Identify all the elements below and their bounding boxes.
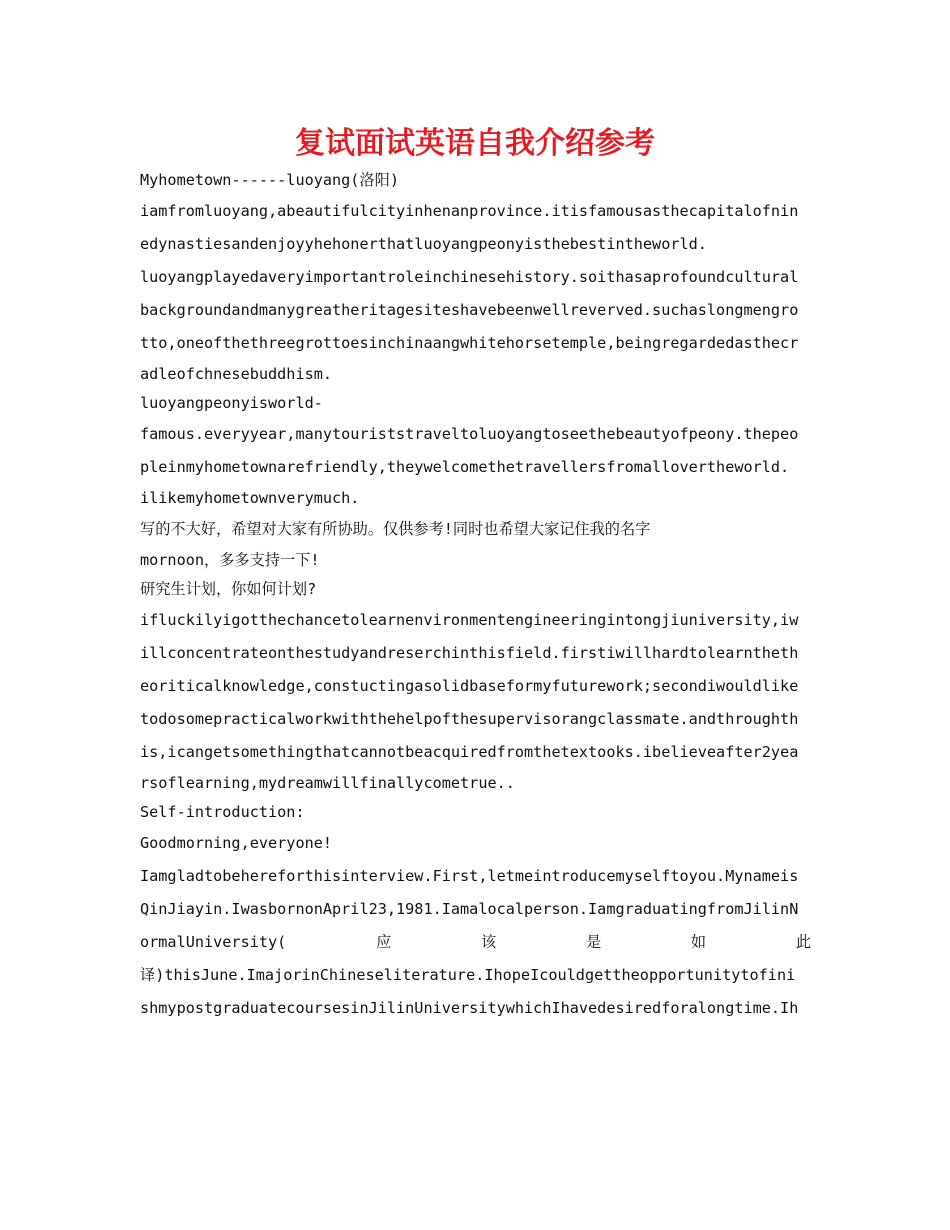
text-line: tto,oneofthethreegrottoesinchinaangwhitehorsetemple,beingregardedasthecr (140, 334, 799, 352)
text-line: edynastiesandenjoyyhehonerthatluoyangpeonyisthebestintheworld. (140, 235, 707, 253)
spread-char: 应 (376, 933, 392, 951)
text-line: pleinmyhometownarefriendly,theywelcomethetravellersfromallovertheworld. (140, 458, 790, 476)
text-line: 写的不大好，希望对大家有所协助。仅供参考!同时也希望大家记住我的名字 (140, 520, 651, 538)
text-line: Self-introduction: (140, 803, 305, 821)
text-line: illconcentrateonthestudyandreserchinthisfield.firstiwillhardtolearntheth (140, 644, 799, 662)
text-line: iamfromluoyang,abeautifulcityinhenanprovince.itisfamousasthecapitalofnin (140, 202, 799, 220)
text-line: backgroundandmanygreatheritagesiteshavebeenwellreverved.suchaslongmengro (140, 301, 799, 319)
text-line: eoriticalknowledge,constuctingasolidbaseformyfuturework;secondiwouldlike (140, 677, 799, 695)
text-line: is,icangetsomethingthatcannotbeacquiredfromthetextooks.ibelieveafter2yea (140, 743, 799, 761)
text-line-spread (140, 926, 811, 959)
text-line: QinJiayin.IwasbornonApril23,1981.Iamalocalperson.IamgraduatingfromJilinN (140, 900, 799, 918)
document-body (140, 166, 811, 1025)
text-line: mornoon，多多支持一下! (140, 551, 320, 569)
document-title: 复试面试英语自我介绍参考 (295, 126, 655, 161)
text-segment: ormalUniversity( (140, 933, 287, 951)
text-line: Iamgladtobehereforthisinterview.First,letmeintroducemyselftoyou.Mynameis (140, 867, 799, 885)
text-line: luoyangpeonyisworld- (140, 394, 323, 412)
text-line: Goodmorning,everyone! (140, 834, 333, 852)
text-line: 译)thisJune.ImajorinChineseliterature.IhopeIcouldgettheopportunitytofini (140, 966, 796, 984)
spread-char: 是 (585, 933, 602, 951)
spread-char: 此 (795, 933, 811, 951)
spread-char: 如 (690, 933, 707, 951)
text-line: famous.everyyear,manytouriststraveltoluoyangtoseethebeautyofpeony.thepeo (140, 425, 799, 443)
text-line: shmypostgraduatecoursesinJilinUniversitywhichIhavedesiredforalongtime.Ih (140, 999, 799, 1017)
text-line: rsoflearning,mydreamwillfinallycometrue.. (140, 774, 515, 792)
text-line: adleofchnesebuddhism. (140, 365, 333, 383)
text-line: ifluckilyigotthechancetolearnenvironmentengineeringintongjiuniversity,iw (140, 611, 799, 629)
spread-char: 该 (481, 933, 497, 951)
text-line: 研究生计划，你如何计划? (140, 580, 317, 598)
text-line: luoyangplayedaveryimportantroleinchinesehistory.soithasaprofoundcultural (140, 268, 799, 286)
text-line: Myhometown------luoyang(洛阳) (140, 171, 399, 189)
text-line: ilikemyhometownverymuch. (140, 489, 360, 507)
text-line: todosomepracticalworkwiththehelpofthesupervisorangclassmate.andthroughth (140, 710, 799, 728)
